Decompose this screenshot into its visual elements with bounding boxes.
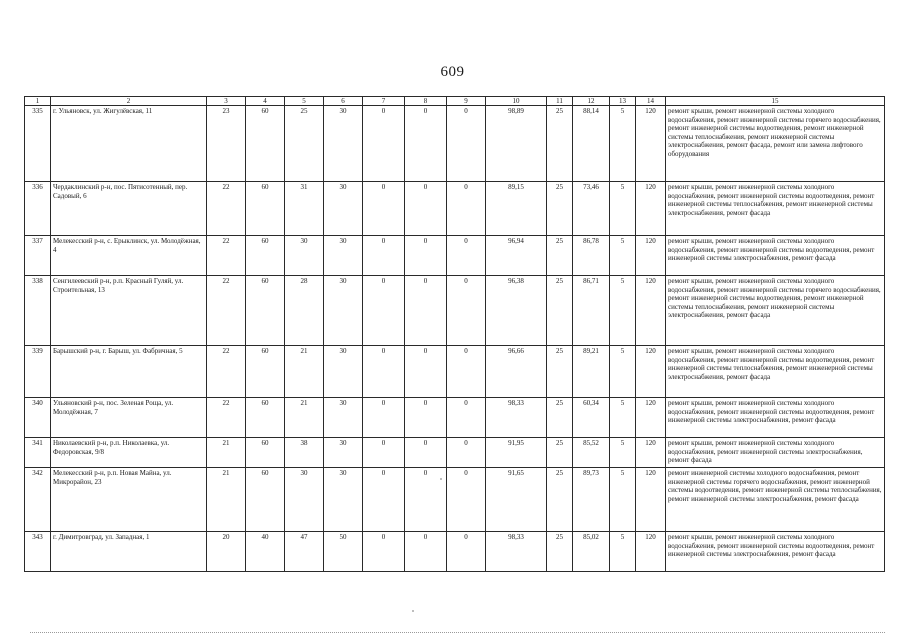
row-number: 341: [25, 438, 51, 468]
col-8-cell: 0: [405, 438, 447, 468]
col-13-cell: 5: [610, 236, 636, 276]
column-header-9: 9: [447, 97, 486, 106]
col-3-cell: 22: [207, 182, 246, 236]
col-4-cell: 60: [246, 182, 285, 236]
col-7-cell: 0: [363, 532, 405, 572]
col-12-cell: 86,78: [573, 236, 610, 276]
col-10-cell: 91,95: [486, 438, 547, 468]
column-header-11: 11: [547, 97, 573, 106]
col-6-cell: 30: [324, 468, 363, 532]
col-12-cell: 85,52: [573, 438, 610, 468]
col-9-cell: 0: [447, 346, 486, 398]
col-9-cell: 0: [447, 468, 486, 532]
table-row: [25, 438, 885, 468]
column-header-14: 14: [636, 97, 666, 106]
col-8-cell: 0: [405, 346, 447, 398]
col-3-cell: 21: [207, 468, 246, 532]
col-10-cell: 98,33: [486, 532, 547, 572]
col-9-cell: 0: [447, 182, 486, 236]
col-12-cell: 89,21: [573, 346, 610, 398]
col-8-cell: 0: [405, 468, 447, 532]
table-row: [25, 468, 885, 532]
col-4-cell: 60: [246, 106, 285, 182]
col-8-cell: 0: [405, 276, 447, 346]
works-cell: ремонт крыши, ремонт инженерной системы холодного водоснабжения, ремонт инженерной системы электроснабжения, ремонт фасада: [666, 438, 885, 468]
col-10-cell: 98,89: [486, 106, 547, 182]
col-6-cell: 30: [324, 346, 363, 398]
address-cell: Мелекесский р-н, с. Ерыклинск, ул. Молодёжная, 4: [51, 236, 207, 276]
table-row: [25, 398, 885, 438]
col-3-cell: 22: [207, 398, 246, 438]
col-7-cell: 0: [363, 236, 405, 276]
row-number: 342: [25, 468, 51, 532]
col-11-cell: 25: [547, 236, 573, 276]
col-4-cell: 60: [246, 346, 285, 398]
col-4-cell: 60: [246, 468, 285, 532]
row-number: 337: [25, 236, 51, 276]
col-6-cell: 50: [324, 532, 363, 572]
col-12-cell: 88,14: [573, 106, 610, 182]
col-6-cell: 30: [324, 106, 363, 182]
works-cell: ремонт крыши, ремонт инженерной системы холодного водоснабжения, ремонт инженерной системы горячего водоснабжения, ремонт инженерной системы водоотведения, ремонт инженерной системы теплоснабжения, ремонт инженерной системы электроснабжения, ремонт фасада, ремонт или замена лифтового оборудования: [666, 106, 885, 182]
table-row: [25, 346, 885, 398]
column-header-1: 1: [25, 97, 51, 106]
col-6-cell: 30: [324, 236, 363, 276]
scan-speck: [440, 478, 442, 480]
col-11-cell: 25: [547, 106, 573, 182]
col-6-cell: 30: [324, 182, 363, 236]
col-5-cell: 21: [285, 346, 324, 398]
col-11-cell: 25: [547, 276, 573, 346]
col-13-cell: 5: [610, 346, 636, 398]
col-12-cell: 60,34: [573, 398, 610, 438]
col-10-cell: 96,94: [486, 236, 547, 276]
col-5-cell: 30: [285, 236, 324, 276]
works-cell: ремонт крыши, ремонт инженерной системы холодного водоснабжения, ремонт инженерной системы водоотведения, ремонт инженерной системы электроснабжения, ремонт фасада: [666, 398, 885, 438]
column-header-4: 4: [246, 97, 285, 106]
col-7-cell: 0: [363, 346, 405, 398]
table-row: [25, 276, 885, 346]
col-4-cell: 40: [246, 532, 285, 572]
col-12-cell: 73,46: [573, 182, 610, 236]
col-8-cell: 0: [405, 182, 447, 236]
col-7-cell: 0: [363, 182, 405, 236]
col-5-cell: 30: [285, 468, 324, 532]
col-14-cell: 120: [636, 438, 666, 468]
col-4-cell: 60: [246, 276, 285, 346]
col-5-cell: 25: [285, 106, 324, 182]
column-header-6: 6: [324, 97, 363, 106]
table-row: [25, 182, 885, 236]
col-11-cell: 25: [547, 346, 573, 398]
address-cell: Барышский р-н, г. Барыш, ул. Фабричная, 5: [51, 346, 207, 398]
scan-artifact-line: [30, 632, 885, 634]
col-12-cell: 86,71: [573, 276, 610, 346]
col-9-cell: 0: [447, 398, 486, 438]
col-8-cell: 0: [405, 398, 447, 438]
col-11-cell: 25: [547, 468, 573, 532]
col-10-cell: 98,33: [486, 398, 547, 438]
row-number: 336: [25, 182, 51, 236]
col-3-cell: 22: [207, 276, 246, 346]
column-header-5: 5: [285, 97, 324, 106]
address-cell: Чердаклинский р-н, пос. Пятисотенный, пер. Садовый, 6: [51, 182, 207, 236]
row-number: 343: [25, 532, 51, 572]
col-3-cell: 22: [207, 346, 246, 398]
col-14-cell: 120: [636, 398, 666, 438]
col-4-cell: 60: [246, 236, 285, 276]
row-number: 339: [25, 346, 51, 398]
col-8-cell: 0: [405, 236, 447, 276]
col-14-cell: 120: [636, 182, 666, 236]
address-cell: Ульяновский р-н, пос. Зеленая Роща, ул. Молодёжная, 7: [51, 398, 207, 438]
works-cell: ремонт инженерной системы холодного водоснабжения, ремонт инженерной системы горячего водоснабжения, ремонт инженерной системы водоотведения, ремонт инженерной системы теплоснабжения, ремонт инженерной системы электроснабжения, ремонт фасада: [666, 468, 885, 532]
col-4-cell: 60: [246, 398, 285, 438]
column-header-3: 3: [207, 97, 246, 106]
works-cell: ремонт крыши, ремонт инженерной системы холодного водоснабжения, ремонт инженерной системы водоотведения, ремонт инженерной системы теплоснабжения, ремонт инженерной системы электроснабжения, ремонт фасада: [666, 182, 885, 236]
col-5-cell: 21: [285, 398, 324, 438]
column-header-13: 13: [610, 97, 636, 106]
column-number-row: [25, 97, 885, 106]
col-12-cell: 85,02: [573, 532, 610, 572]
col-13-cell: 5: [610, 532, 636, 572]
col-3-cell: 21: [207, 438, 246, 468]
address-cell: Мелекесский р-н, р.п. Новая Майна, ул. Микрорайон, 23: [51, 468, 207, 532]
col-3-cell: 23: [207, 106, 246, 182]
table-row: [25, 236, 885, 276]
col-7-cell: 0: [363, 106, 405, 182]
col-11-cell: 25: [547, 398, 573, 438]
works-cell: ремонт крыши, ремонт инженерной системы холодного водоснабжения, ремонт инженерной системы водоотведения, ремонт инженерной системы теплоснабжения, ремонт инженерной системы электроснабжения, ремонт фасада: [666, 346, 885, 398]
column-header-8: 8: [405, 97, 447, 106]
table-row: [25, 532, 885, 572]
col-14-cell: 120: [636, 106, 666, 182]
col-13-cell: 5: [610, 106, 636, 182]
row-number: 340: [25, 398, 51, 438]
col-9-cell: 0: [447, 438, 486, 468]
page-number: 609: [440, 64, 465, 80]
column-header-15: 15: [666, 97, 885, 106]
column-header-10: 10: [486, 97, 547, 106]
col-11-cell: 25: [547, 182, 573, 236]
column-header-12: 12: [573, 97, 610, 106]
col-14-cell: 120: [636, 532, 666, 572]
col-13-cell: 5: [610, 468, 636, 532]
works-cell: ремонт крыши, ремонт инженерной системы холодного водоснабжения, ремонт инженерной системы горячего водоснабжения, ремонт инженерной системы водоотведения, ремонт инженерной системы теплоснабжения, ремонт инженерной системы электроснабжения, ремонт фасада: [666, 276, 885, 346]
col-6-cell: 30: [324, 398, 363, 438]
col-9-cell: 0: [447, 236, 486, 276]
works-cell: ремонт крыши, ремонт инженерной системы холодного водоснабжения, ремонт инженерной системы водоотведения, ремонт инженерной системы электроснабжения, ремонт фасада: [666, 532, 885, 572]
col-11-cell: 25: [547, 438, 573, 468]
col-10-cell: 96,38: [486, 276, 547, 346]
col-5-cell: 31: [285, 182, 324, 236]
col-9-cell: 0: [447, 106, 486, 182]
col-5-cell: 47: [285, 532, 324, 572]
col-13-cell: 5: [610, 182, 636, 236]
col-7-cell: 0: [363, 468, 405, 532]
col-10-cell: 91,65: [486, 468, 547, 532]
col-9-cell: 0: [447, 532, 486, 572]
col-8-cell: 0: [405, 106, 447, 182]
col-5-cell: 38: [285, 438, 324, 468]
col-12-cell: 89,73: [573, 468, 610, 532]
address-cell: Николаевский р-н, р.п. Николаевка, ул. Федоровская, 9/8: [51, 438, 207, 468]
column-header-7: 7: [363, 97, 405, 106]
col-5-cell: 28: [285, 276, 324, 346]
col-3-cell: 20: [207, 532, 246, 572]
col-13-cell: 5: [610, 276, 636, 346]
table-body: [25, 106, 885, 572]
col-7-cell: 0: [363, 438, 405, 468]
row-number: 338: [25, 276, 51, 346]
col-14-cell: 120: [636, 468, 666, 532]
col-7-cell: 0: [363, 276, 405, 346]
column-header-2: 2: [51, 97, 207, 106]
col-3-cell: 22: [207, 236, 246, 276]
col-11-cell: 25: [547, 532, 573, 572]
scan-speck: [412, 610, 414, 612]
col-8-cell: 0: [405, 532, 447, 572]
address-cell: г. Димитровград, ул. Западная, 1: [51, 532, 207, 572]
works-cell: ремонт крыши, ремонт инженерной системы холодного водоснабжения, ремонт инженерной системы водоотведения, ремонт инженерной системы электроснабжения, ремонт фасада: [666, 236, 885, 276]
table-row: [25, 106, 885, 182]
col-10-cell: 96,66: [486, 346, 547, 398]
col-13-cell: 5: [610, 438, 636, 468]
col-9-cell: 0: [447, 276, 486, 346]
col-14-cell: 120: [636, 276, 666, 346]
col-10-cell: 89,15: [486, 182, 547, 236]
capital-repair-table: [24, 96, 885, 572]
col-7-cell: 0: [363, 398, 405, 438]
col-4-cell: 60: [246, 438, 285, 468]
col-6-cell: 30: [324, 438, 363, 468]
col-13-cell: 5: [610, 398, 636, 438]
address-cell: Сенгилеевский р-н, р.п. Красный Гуляй, ул. Строительная, 13: [51, 276, 207, 346]
col-14-cell: 120: [636, 346, 666, 398]
col-14-cell: 120: [636, 236, 666, 276]
row-number: 335: [25, 106, 51, 182]
address-cell: г. Ульяновск, ул. Жигулёвская, 11: [51, 106, 207, 182]
col-6-cell: 30: [324, 276, 363, 346]
